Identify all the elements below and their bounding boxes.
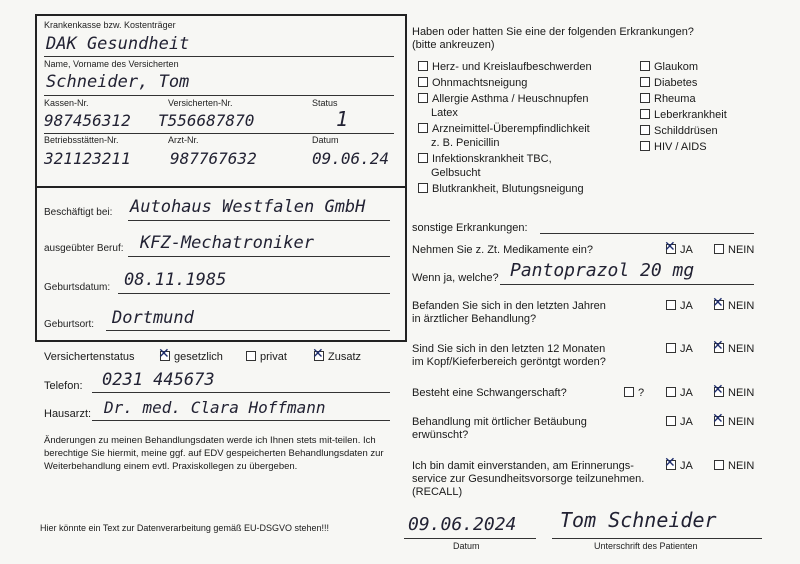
behandlung-q1: Befanden Sie sich in den letzten Jahren <box>412 300 606 312</box>
recall-ja[interactable]: ✕JA <box>666 460 693 472</box>
privat-checkbox[interactable]: privat <box>246 351 287 363</box>
disease-gelbsucht-label: Gelbsucht <box>431 167 481 179</box>
recall-q3: (RECALL) <box>412 486 463 498</box>
signature-date-label: Datum <box>453 541 480 551</box>
diseases-hint: (bitte ankreuzen) <box>412 39 495 51</box>
behandlung-ja[interactable]: JA <box>666 300 693 312</box>
medikamente-nein[interactable]: NEIN <box>714 244 754 256</box>
recall-nein[interactable]: NEIN <box>714 460 754 472</box>
zusatz-checkbox[interactable]: ✕ Zusatz <box>314 351 361 363</box>
status-value[interactable]: 1 <box>336 107 349 131</box>
beschaeftigt-label: Beschäftigt bei: <box>44 207 113 218</box>
arzt-nr-value[interactable]: 987767632 <box>170 149 257 168</box>
kasse-label: Krankenkasse bzw. Kostenträger <box>44 20 176 30</box>
signature-date-value[interactable]: 09.06.2024 <box>408 514 517 535</box>
betaeubung-q2: erwünscht? <box>412 429 469 441</box>
disease-allergie[interactable]: Allergie Asthma / Heuschnupfen <box>418 93 589 105</box>
betaeubung-q1: Behandlung mit örtlicher Betäubung <box>412 416 587 428</box>
sonstige-label: sonstige Erkrankungen: <box>412 222 528 234</box>
kiefer-q2: im Kopf/Kieferbereich geröntgt worden? <box>412 356 606 368</box>
disease-latex-label: Latex <box>431 107 458 119</box>
recall-q2: service zur Gesundheitsvorsorge teilzunehmen. <box>412 473 645 485</box>
recall-q1: Ich bin damit einverstanden, am Erinnerungs- <box>412 460 634 472</box>
disease-ohnmacht[interactable]: Ohnmachtsneigung <box>418 77 527 89</box>
kassen-nr-value[interactable]: 987456312 <box>44 111 131 130</box>
disease-rheuma[interactable]: Rheuma <box>640 93 696 105</box>
diseases-question: Haben oder hatten Sie eine der folgenden Erkrankungen? <box>412 26 694 38</box>
telefon-value[interactable]: 0231 445673 <box>102 370 215 390</box>
behandlung-q2: in ärztlicher Behandlung? <box>412 313 537 325</box>
disease-schilddruese[interactable]: Schilddrüsen <box>640 125 718 137</box>
datum-value[interactable]: 09.06.24 <box>312 149 390 168</box>
disease-arzneimittel[interactable]: Arzneimittel-Überempfindlichkeit <box>418 123 590 135</box>
beruf-label: ausgeübter Beruf: <box>44 243 124 254</box>
medikamente-ja[interactable]: ✕ JA <box>666 244 693 256</box>
geburtsort-label: Geburtsort: <box>44 319 95 330</box>
disease-blut[interactable]: Blutkrankheit, Blutungsneigung <box>418 183 584 195</box>
versichertenstatus-label: Versichertenstatus <box>44 351 135 363</box>
signature-value[interactable]: Tom Schneider <box>560 508 717 532</box>
welche-label: Wenn ja, welche? <box>412 272 499 284</box>
geburtsdatum-value[interactable]: 08.11.1985 <box>124 270 227 290</box>
schwanger-nein[interactable]: ✕ NEIN <box>714 387 754 399</box>
disease-penicillin-label: z. B. Penicillin <box>431 137 500 149</box>
schwanger-question: Besteht eine Schwangerschaft? <box>412 387 567 399</box>
kiefer-nein[interactable]: ✕ NEIN <box>714 343 754 355</box>
disease-diabetes[interactable]: Diabetes <box>640 77 697 89</box>
versicherten-nr-label: Versicherten-Nr. <box>168 98 233 108</box>
betriebs-value[interactable]: 321123211 <box>44 149 131 168</box>
disease-leber[interactable]: Leberkrankheit <box>640 109 727 121</box>
schwanger-unknown[interactable]: ? <box>624 387 644 399</box>
kasse-value[interactable]: DAK Gesundheit <box>46 34 190 54</box>
betaeubung-ja[interactable]: JA <box>666 416 693 428</box>
name-value[interactable]: Schneider, Tom <box>46 72 190 92</box>
gesetzlich-checkbox[interactable]: ✕ gesetzlich <box>160 351 223 363</box>
welche-value[interactable]: Pantoprazol 20 mg <box>510 260 695 281</box>
signature-label: Unterschrift des Patienten <box>594 541 698 551</box>
behandlung-nein[interactable]: ✕ NEIN <box>714 300 754 312</box>
hausarzt-value[interactable]: Dr. med. Clara Hoffmann <box>104 398 326 417</box>
geburtsort-value[interactable]: Dortmund <box>112 308 194 328</box>
beruf-value[interactable]: KFZ-Mechatroniker <box>140 233 314 253</box>
disease-glaukom[interactable]: Glaukom <box>640 61 698 73</box>
kiefer-ja[interactable]: JA <box>666 343 693 355</box>
name-label: Name, Vorname des Versicherten <box>44 59 179 69</box>
arzt-nr-label: Arzt-Nr. <box>168 135 199 145</box>
betaeubung-nein[interactable]: ✕ NEIN <box>714 416 754 428</box>
betriebs-label: Betriebsstätten-Nr. <box>44 135 119 145</box>
kassen-nr-label: Kassen-Nr. <box>44 98 89 108</box>
versicherten-nr-value[interactable]: T556687870 <box>158 111 255 130</box>
geburtsdatum-label: Geburtsdatum: <box>44 282 111 293</box>
kiefer-q1: Sind Sie sich in den letzten 12 Monaten <box>412 343 606 355</box>
status-label: Status <box>312 98 338 108</box>
datum-label: Datum <box>312 135 339 145</box>
telefon-label: Telefon: <box>44 380 83 392</box>
hausarzt-label: Hausarzt: <box>44 408 92 420</box>
disease-hiv[interactable]: HIV / AIDS <box>640 141 707 153</box>
beschaeftigt-value[interactable]: Autohaus Westfalen GmbH <box>130 197 366 217</box>
disease-herz[interactable]: Herz- und Kreislaufbeschwerden <box>418 61 592 73</box>
dsgvo-note: Hier könnte ein Text zur Datenverarbeitung gemäß EU-DSGVO stehen!!! <box>40 523 329 533</box>
disease-infektion[interactable]: Infektionskrankheit TBC, <box>418 153 552 165</box>
schwanger-ja[interactable]: JA <box>666 387 693 399</box>
medikamente-question: Nehmen Sie z. Zt. Medikamente ein? <box>412 244 593 256</box>
notice-text: Änderungen zu meinen Behandlungsdaten werde ich Ihnen stets mit-teilen. Ich berechtige Sie hiermit, meine ggf. auf EDV gespeicherten Behandlungsdaten zur Weiterbehandlung einem evtl. Praxiskollegen zu übergeben. <box>44 435 384 472</box>
